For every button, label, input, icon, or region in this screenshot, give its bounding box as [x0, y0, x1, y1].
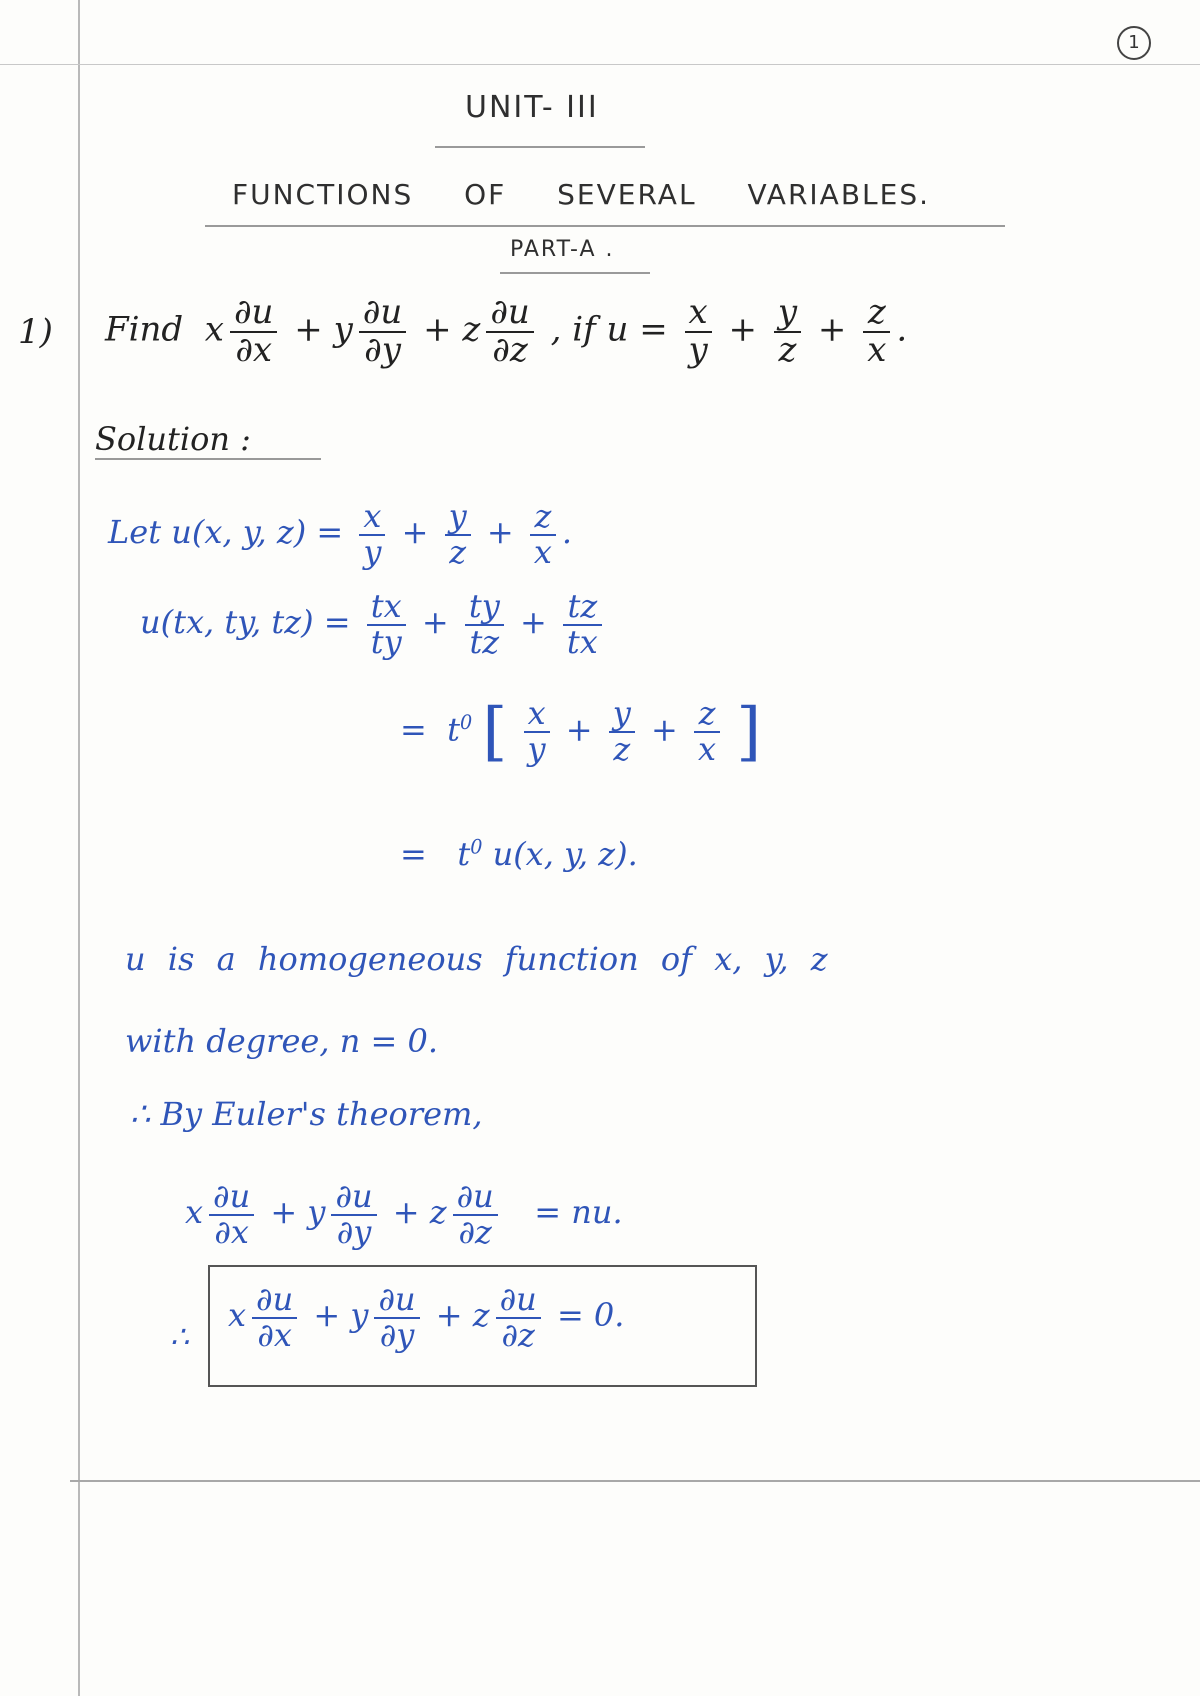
frac-tx-ty: $\frac{tx}{ty}$ [367, 590, 406, 659]
plus-sign: + [728, 309, 758, 350]
line4-rest: u(x, y, z). [492, 835, 638, 873]
topic-title-underline [205, 225, 1005, 227]
period: . [896, 309, 908, 350]
var-z: z [429, 1193, 447, 1232]
if-label: , if u = [550, 309, 668, 350]
partial-u-z: $\frac{\partial u}{\partial z}$ [453, 1180, 498, 1249]
var-x: x [204, 309, 224, 350]
question-number: 1) [18, 312, 53, 352]
plus-sign: + [565, 710, 593, 749]
unit-title-underline [435, 146, 645, 148]
plus-sign: + [423, 309, 452, 350]
solution-label: Solution : [95, 420, 321, 460]
period: . [561, 513, 573, 552]
plus-sign: + [270, 1193, 298, 1232]
find-label: Find [105, 309, 184, 350]
plus-sign: + [392, 1193, 420, 1232]
exponent-zero: 0 [470, 835, 483, 859]
partial-u-z: $\frac{\partial u}{\partial z}$ [486, 295, 533, 368]
euler-equation [185, 1177, 623, 1251]
partial-u-z: $\frac{\partial u}{\partial z}$ [496, 1283, 541, 1352]
therefore-symbol: ∴ [170, 1320, 190, 1355]
solution-line-3 [400, 695, 761, 769]
equals-sign: = [400, 835, 427, 873]
frac-x-y: $\frac{x}{y}$ [524, 697, 550, 766]
close-bracket-glyph: ] [736, 695, 762, 769]
final-answer [228, 1280, 625, 1354]
t-factor: t [447, 710, 461, 749]
var-x: x [185, 1193, 204, 1232]
euler-rhs: = nu. [534, 1193, 623, 1232]
line1-lhs: Let u(x, y, z) = [108, 513, 344, 552]
plus-sign: + [817, 309, 847, 350]
partial-u-x: $\frac{\partial u}{\partial x}$ [230, 295, 277, 368]
partial-u-y: $\frac{\partial u}{\partial y}$ [359, 295, 406, 368]
equals-sign: = [400, 710, 427, 749]
partial-u-x: $\frac{\partial u}{\partial x}$ [252, 1283, 297, 1352]
var-x: x [228, 1296, 247, 1335]
part-title-underline [500, 272, 650, 274]
frac-y-z: $\frac{y}{z}$ [445, 500, 471, 569]
plus-sign: + [401, 513, 429, 552]
var-y: y [333, 309, 353, 350]
unit-title: UNIT- III [465, 90, 599, 125]
frac-y-z: $\frac{y}{z}$ [774, 295, 801, 368]
line2-lhs: u(tx, ty, tz) = [140, 603, 351, 642]
partial-u-y: $\frac{\partial u}{\partial y}$ [374, 1283, 419, 1352]
frac-z-x: $\frac{z}{x}$ [863, 295, 890, 368]
partial-u-y: $\frac{\partial u}{\partial y}$ [331, 1180, 376, 1249]
frac-x-y: $\frac{x}{y}$ [359, 500, 385, 569]
frac-x-y: $\frac{x}{y}$ [685, 295, 712, 368]
plus-sign: + [421, 603, 449, 642]
margin-line [78, 0, 80, 1696]
plus-sign: + [435, 1296, 463, 1335]
solution-line-4 [400, 835, 638, 873]
var-z: z [462, 309, 481, 350]
degree-statement: with degree, n = 0. [125, 1022, 438, 1060]
frac-z-x: $\frac{z}{x}$ [694, 697, 720, 766]
plus-sign: + [486, 513, 514, 552]
topic-title: FUNCTIONS OF SEVERAL VARIABLES. [232, 178, 931, 211]
t-factor: t [457, 835, 471, 873]
var-y: y [307, 1193, 326, 1232]
var-y: y [350, 1296, 369, 1335]
frac-y-z: $\frac{y}{z}$ [609, 697, 635, 766]
part-title: PART-A . [510, 237, 615, 262]
top-rule [0, 64, 1200, 65]
plus-sign: + [313, 1296, 341, 1335]
open-bracket-glyph: [ [482, 695, 508, 769]
homogeneous-statement: u is a homogeneous function of x, y, z [125, 940, 828, 978]
partial-u-x: $\frac{\partial u}{\partial x}$ [209, 1180, 254, 1249]
frac-tz-tx: $\frac{tz}{tx}$ [563, 590, 602, 659]
frac-z-x: $\frac{z}{x}$ [530, 500, 556, 569]
exponent-zero: 0 [460, 710, 473, 734]
bottom-rule [70, 1480, 1200, 1482]
plus-sign: + [519, 603, 547, 642]
final-rhs: = 0. [556, 1296, 625, 1335]
var-z: z [472, 1296, 490, 1335]
plus-sign: + [651, 710, 678, 749]
question-statement [105, 292, 908, 370]
page-number: 1 [1117, 26, 1151, 60]
euler-theorem-label: ∴ By Euler's theorem, [130, 1095, 483, 1133]
plus-sign: + [294, 309, 323, 350]
solution-line-2 [140, 587, 608, 661]
frac-ty-tz: $\frac{ty}{tz}$ [465, 590, 504, 659]
solution-line-1 [108, 497, 573, 571]
